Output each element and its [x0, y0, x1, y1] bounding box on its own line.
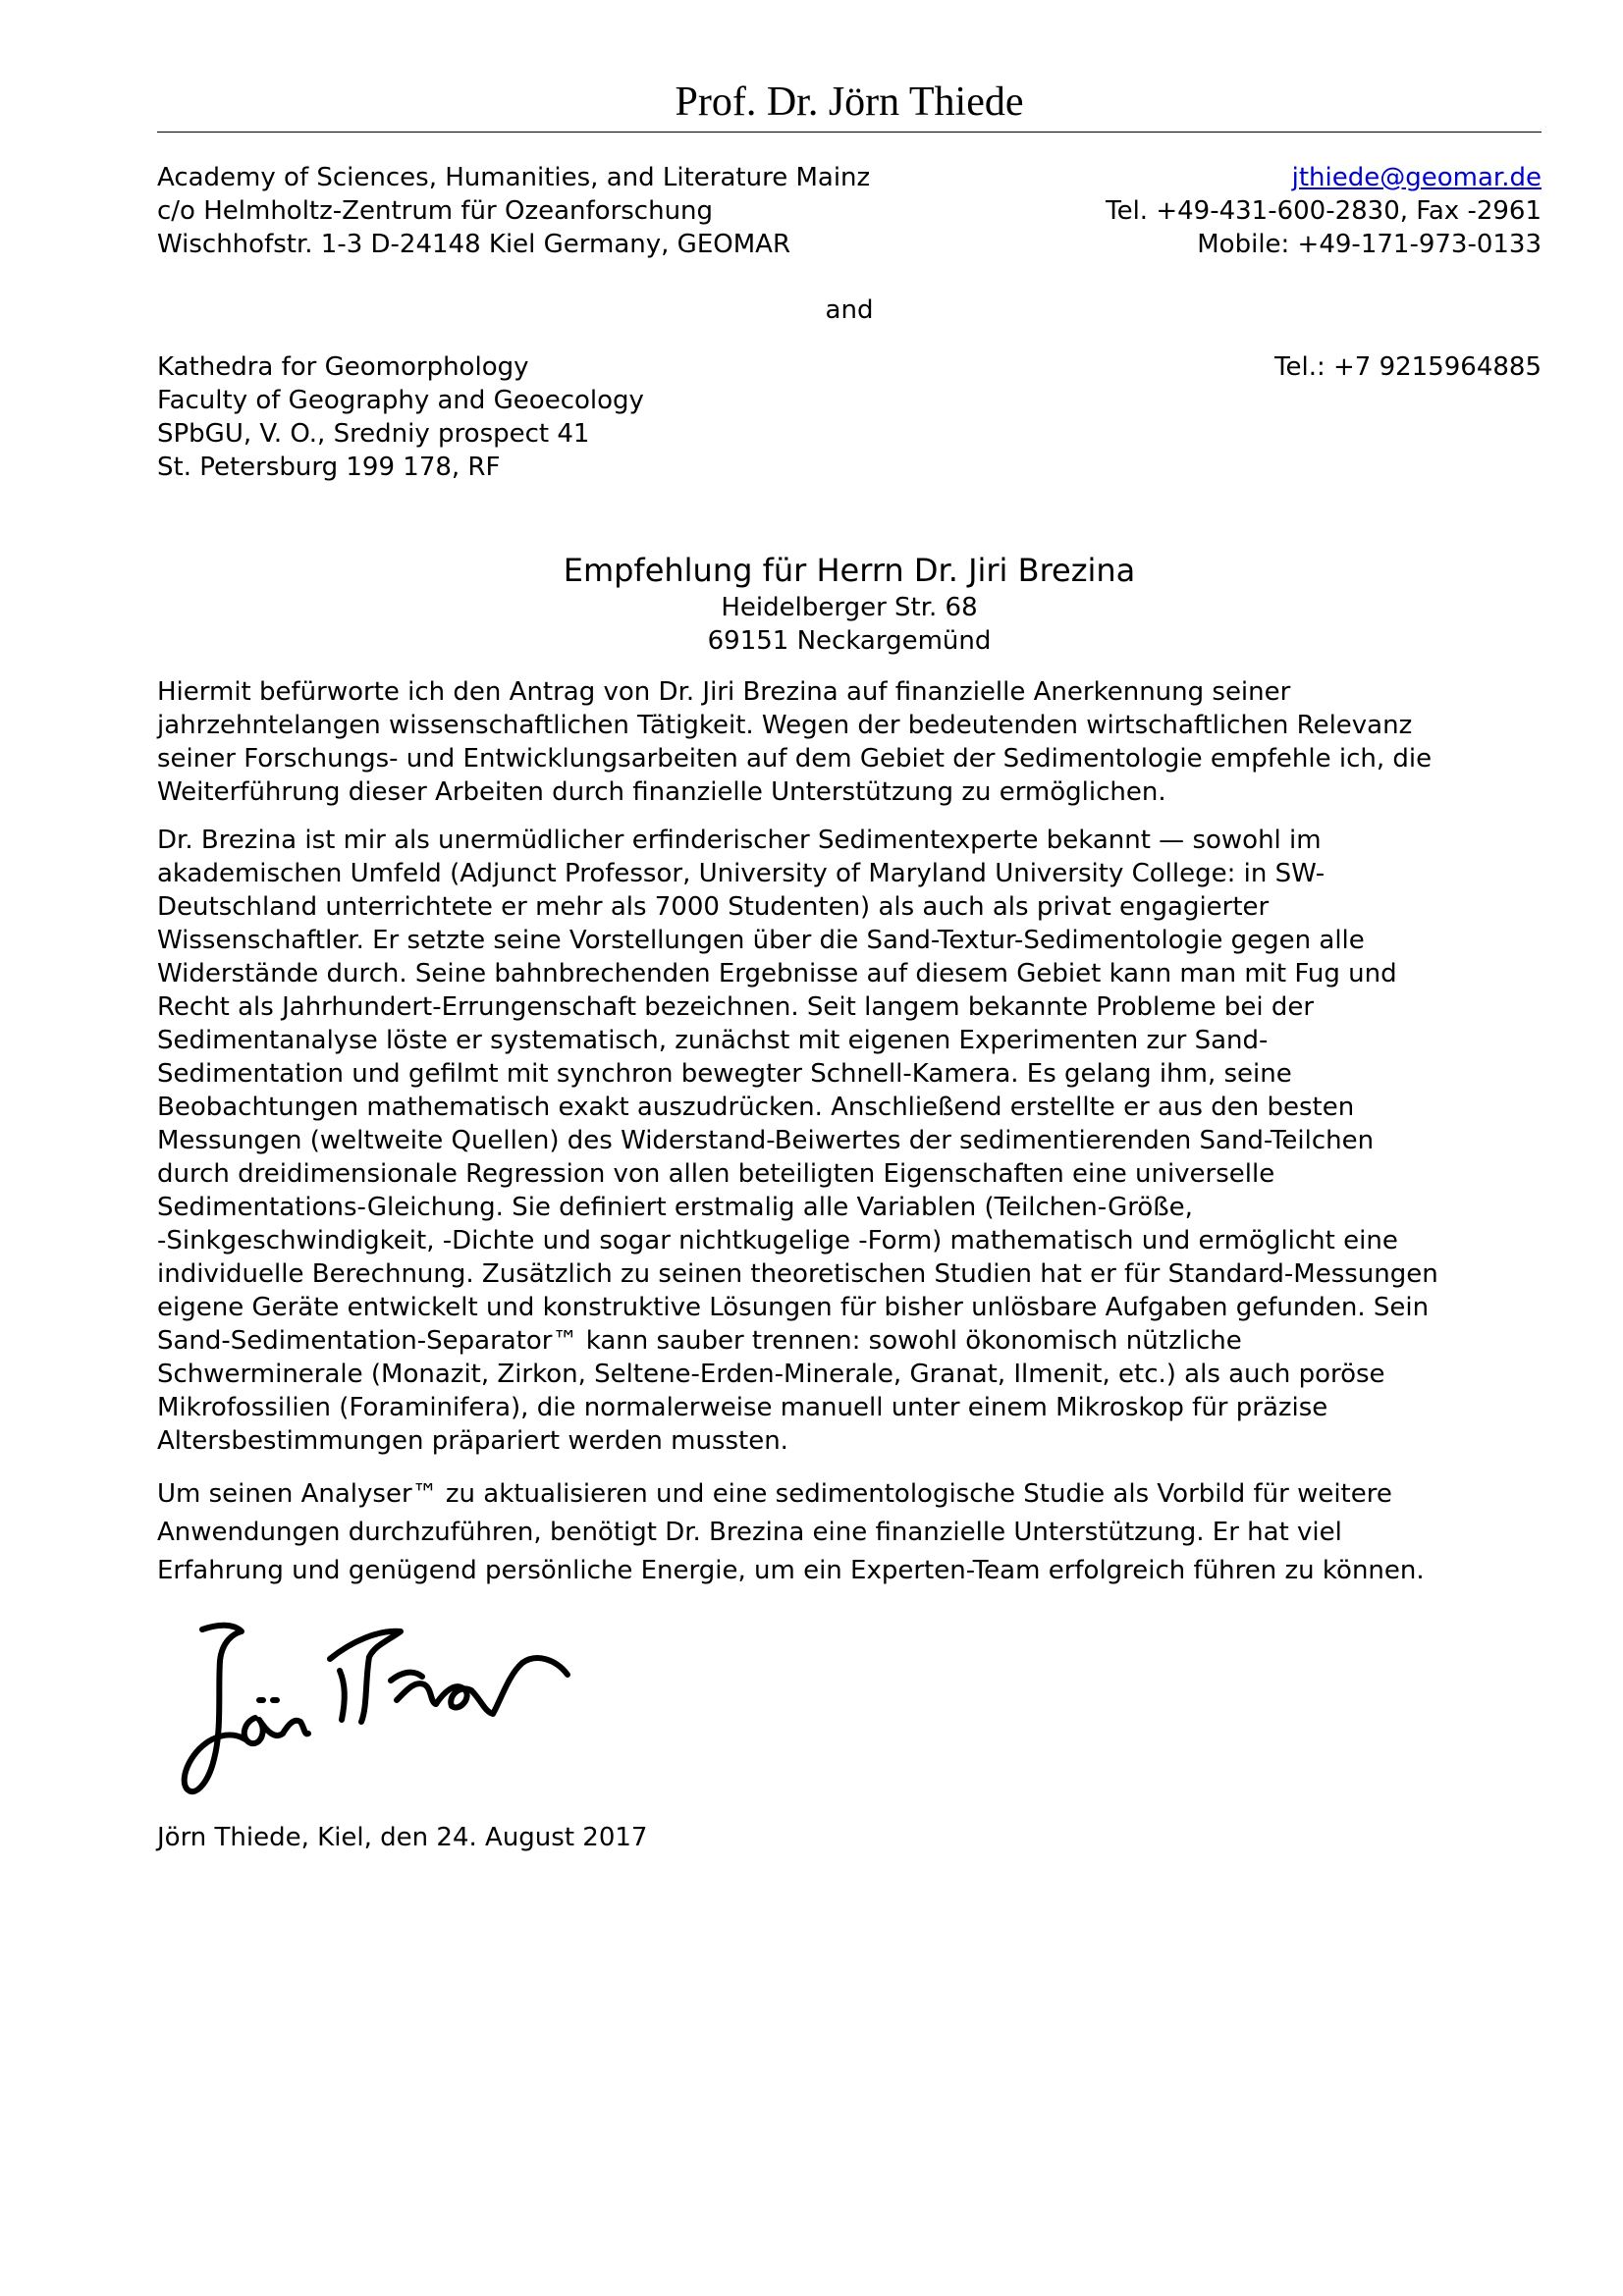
address-1-left: [157, 161, 870, 261]
mobile-phone: Mobile: +49-171-973-0133: [1197, 230, 1542, 259]
phone-fax: Tel. +49-431-600-2830, Fax -2961: [1106, 196, 1542, 226]
text-line: -Sinkgeschwindigkeit, -Dichte und sogar nichtkugelige -Form) mathematisch und ermöglicht eine: [157, 1226, 1398, 1255]
conjunction-and: and: [825, 295, 874, 325]
address-line: St. Petersburg 199 178, RF: [157, 453, 501, 482]
text-line: Sedimentation und gefilmt mit synchron bewegter Schnell-Kamera. Es gelang ihm, seine: [157, 1059, 1292, 1089]
text-line: durch dreidimensionale Regression von allen beteiligten Eigenschaften eine universelle: [157, 1159, 1275, 1189]
text-line: Anwendungen durchzuführen, benötigt Dr. Brezina eine finanzielle Unterstützung. Er hat viel: [157, 1518, 1342, 1547]
text-line: eigene Geräte entwickelt und konstruktive Lösungen für bisher unlösbare Aufgaben gefunden. Sein: [157, 1293, 1430, 1322]
text-line: Mikrofossilien (Foraminifera), die normalerweise manuell unter einem Mikroskop für präzise: [157, 1393, 1328, 1422]
text-line: Beobachtungen mathematisch exakt auszudrücken. Anschließend erstellte er aus den besten: [157, 1093, 1355, 1122]
address-2-left: [157, 350, 644, 484]
email-link[interactable]: jthiede@geomar.de: [1291, 163, 1542, 192]
address-line: Wischhofstr. 1-3 D-24148 Kiel Germany, GEOMAR: [157, 230, 791, 259]
text-line: Altersbestimmungen präpariert werden mussten.: [157, 1426, 788, 1456]
text-line: Sand-Sedimentation-Separator™ kann sauber trennen: sowohl ökonomisch nützliche: [157, 1326, 1242, 1356]
header-divider: [157, 132, 1542, 133]
signature-caption: Jörn Thiede, Kiel, den 24. August 2017: [157, 1823, 648, 1852]
text-line: akademischen Umfeld (Adjunct Professor, University of Maryland University College: in SW-: [157, 859, 1325, 888]
text-line: Dr. Brezina ist mir als unermüdlicher erfinderischer Sedimentexperte bekannt — sowohl im: [157, 826, 1322, 855]
address-line: Academy of Sciences, Humanities, and Literature Mainz: [157, 163, 871, 192]
text-line: Um seinen Analyser™ zu aktualisieren und eine sedimentologische Studie als Vorbild für weitere: [157, 1479, 1392, 1509]
text-line: Schwerminerale (Monazit, Zirkon, Seltene-Erden-Minerale, Granat, Ilmenit, etc.) als auch poröse: [157, 1360, 1385, 1389]
address-line: Kathedra for Geomorphology: [157, 352, 529, 382]
text-line: Sedimentanalyse löste er systematisch, zunächst mit eigenen Experimenten zur Sand-: [157, 1026, 1269, 1055]
letterhead-name: Prof. Dr. Jörn Thiede: [675, 80, 1024, 125]
subject-street: Heidelberger Str. 68: [721, 593, 978, 622]
text-line: jahrzehntelangen wissenschaftlichen Tätigkeit. Wegen der bedeutenden wirtschaftlichen Relevanz: [157, 711, 1413, 740]
subject-city: 69151 Neckargemünd: [707, 626, 992, 656]
text-line: individuelle Berechnung. Zusätzlich zu seinen theoretischen Studien hat er für Standard-Messungen: [157, 1259, 1438, 1289]
text-line: seiner Forschungs- und Entwicklungsarbeiten auf dem Gebiet der Sedimentologie empfehle ich, die: [157, 744, 1433, 774]
address-line: c/o Helmholtz-Zentrum für Ozeanforschung: [157, 196, 714, 226]
handwritten-signature: [165, 1602, 597, 1818]
text-line: Deutschland unterrichtete er mehr als 7000 Studenten) als auch als privat engagierter: [157, 892, 1270, 922]
address-line: Faculty of Geography and Geoecology: [157, 386, 644, 415]
text-line: Sedimentations-Gleichung. Sie definiert erstmalig alle Variablen (Teilchen-Größe,: [157, 1193, 1193, 1222]
text-line: Recht als Jahrhundert-Errungenschaft bezeichnen. Seit langem bekannte Probleme bei der: [157, 992, 1315, 1022]
address-line: SPbGU, V. O., Sredniy prospect 41: [157, 419, 590, 449]
paragraph-3: [157, 1475, 1542, 1590]
text-line: Messungen (weltweite Quellen) des Widerstand-Beiwertes der sedimentierenden Sand-Teilchen: [157, 1126, 1375, 1155]
text-line: Wissenschaftler. Er setzte seine Vorstellungen über die Sand-Textur-Sedimentologie gegen alle: [157, 926, 1365, 955]
text-line: Weiterführung dieser Arbeiten durch finanzielle Unterstützung zu ermöglichen.: [157, 777, 1166, 807]
subject-title: Empfehlung für Herrn Dr. Jiri Brezina: [563, 552, 1136, 589]
phone-ru: Tel.: +7 9215964885: [1274, 352, 1542, 382]
text-line: Hiermit befürworte ich den Antrag von Dr. Jiri Brezina auf finanzielle Anerkennung seiner: [157, 677, 1291, 707]
paragraph-1: [157, 675, 1542, 809]
paragraph-2: [157, 824, 1542, 1458]
text-line: Widerstände durch. Seine bahnbrechenden Ergebnisse auf diesem Gebiet kann man mit Fug und: [157, 959, 1397, 988]
text-line: Erfahrung und genügend persönliche Energie, um ein Experten-Team erfolgreich führen zu können.: [157, 1556, 1425, 1585]
address-1-contact: [1106, 161, 1542, 261]
address-2-contact: [1274, 350, 1542, 384]
subject-block: [157, 550, 1542, 658]
